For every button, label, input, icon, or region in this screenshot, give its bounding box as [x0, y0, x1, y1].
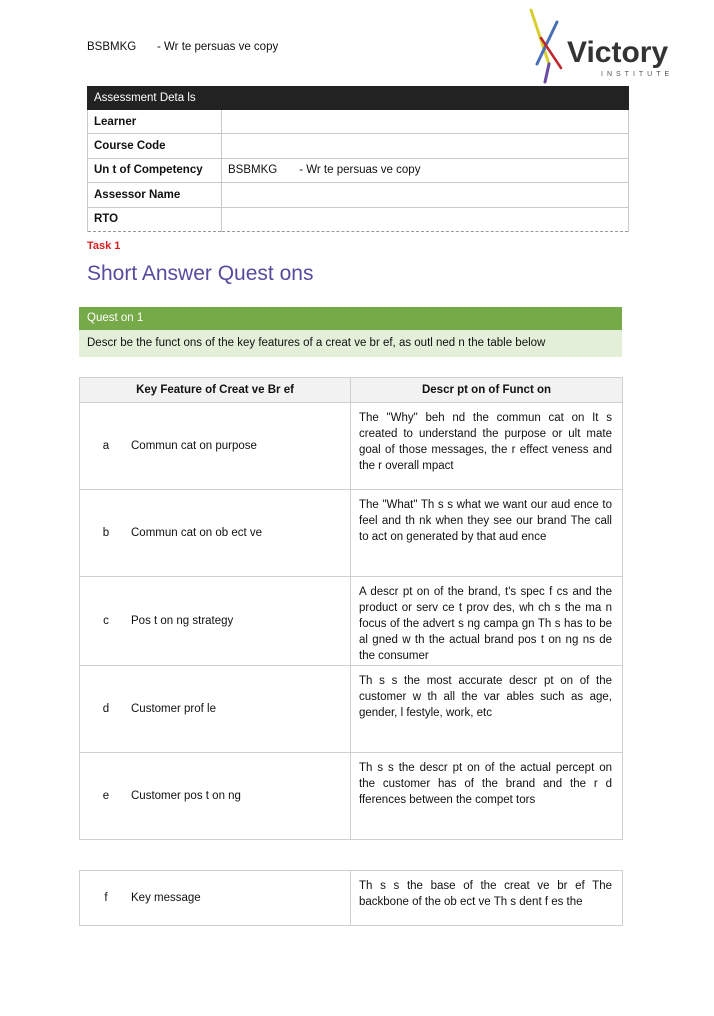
description-cell[interactable] [351, 403, 623, 490]
table-row [88, 134, 629, 158]
feature-cell [80, 666, 351, 753]
table-row [88, 158, 629, 182]
learner-label: Learner [88, 110, 222, 134]
description-text: Th s s the descr pt on of the actual percept on the customer has of the brand and the r d fferences between the compet tors [359, 762, 612, 806]
feature-name: Key message [131, 892, 201, 904]
table-row [88, 207, 629, 231]
assessor-name-field[interactable] [222, 183, 629, 207]
feature-name: Commun cat on ob ect ve [131, 527, 263, 539]
table-row [80, 666, 623, 753]
description-cell[interactable] [351, 666, 623, 753]
assessment-details-header: Assessment Deta ls [88, 87, 629, 110]
header-unit-title: - Wr te persuas ve copy [157, 41, 279, 53]
row-letter: c [103, 615, 109, 627]
feature-cell [80, 403, 351, 490]
description-cell[interactable] [351, 577, 623, 666]
victory-institute-logo [527, 8, 689, 88]
key-features-table-continued [79, 870, 623, 926]
description-text: Th s s the most accurate descr pt on of the customer w th all the var ables such as age, gender, l festyle, work, etc [359, 675, 612, 719]
rto-field[interactable] [222, 207, 629, 231]
table-row [80, 753, 623, 840]
description-text: Th s s the base of the creat ve br ef The backbone of the ob ect ve Th s dent f es the [359, 880, 612, 908]
description-text: A descr pt on of the brand, t's spec f cs and the product or serv ce t prov des, wh ch s the ma n focus of the advert s ng campa gn Th s has to be al gned w th the actual brand pos t on ng ns de the consumer [359, 586, 612, 662]
row-letter: a [102, 440, 110, 452]
feature-cell [80, 577, 351, 666]
description-cell[interactable] [351, 753, 623, 840]
question-text: Descr be the funct ons of the key features of a creat ve br ef, as outl ned n the table below [79, 330, 622, 357]
row-letter: f [104, 892, 108, 904]
row-letter: d [102, 703, 110, 715]
section-title: Short Answer Quest ons [87, 262, 314, 285]
unit-of-competency-label: Un t of Competency [88, 158, 222, 182]
learner-field[interactable] [222, 110, 629, 134]
feature-name: Pos t on ng strategy [131, 615, 234, 627]
description-text: The "What" Th s s what we want our aud ence to feel and th nk when they see our brand The call to act on generated by that aud ence [359, 499, 612, 543]
assessor-name-label: Assessor Name [88, 183, 222, 207]
description-text: The "Why" beh nd the commun cat on It s created to understand the purpose or ult mate goal of those messages, the r effect veness and the r overall mpact [359, 412, 612, 472]
table-row [88, 183, 629, 207]
question-number: Quest on 1 [79, 307, 622, 330]
rto-label: RTO [88, 207, 222, 231]
feature-cell [80, 490, 351, 577]
table-row [88, 110, 629, 134]
feature-cell [80, 871, 351, 926]
table-row [80, 577, 623, 666]
feature-cell [80, 753, 351, 840]
row-letter: b [102, 527, 110, 539]
unit-of-competency-field[interactable] [222, 158, 629, 182]
feature-name: Customer prof le [131, 703, 217, 715]
logo-subtext: INSTITUTE [601, 71, 674, 78]
table-row [80, 490, 623, 577]
unit-title: - Wr te persuas ve copy [299, 164, 421, 177]
key-feature-column-header: Key Feature of Creat ve Br ef [80, 378, 351, 403]
unit-code: BSBMKG [228, 164, 278, 177]
key-features-table [79, 377, 623, 840]
task-label: Task 1 [87, 240, 121, 252]
description-column-header: Descr pt on of Funct on [351, 378, 623, 403]
logo-text: Victory [567, 36, 669, 69]
course-code-label: Course Code [88, 134, 222, 158]
table-row [80, 403, 623, 490]
assessment-details-table [87, 86, 629, 232]
table-row [80, 871, 623, 926]
row-letter: e [102, 790, 110, 802]
description-cell[interactable] [351, 490, 623, 577]
description-cell[interactable] [351, 871, 623, 926]
course-code-field[interactable] [222, 134, 629, 158]
header-unit-code: BSBMKG [87, 41, 137, 53]
feature-name: Customer pos t on ng [131, 790, 241, 802]
feature-name: Commun cat on purpose [131, 440, 257, 452]
